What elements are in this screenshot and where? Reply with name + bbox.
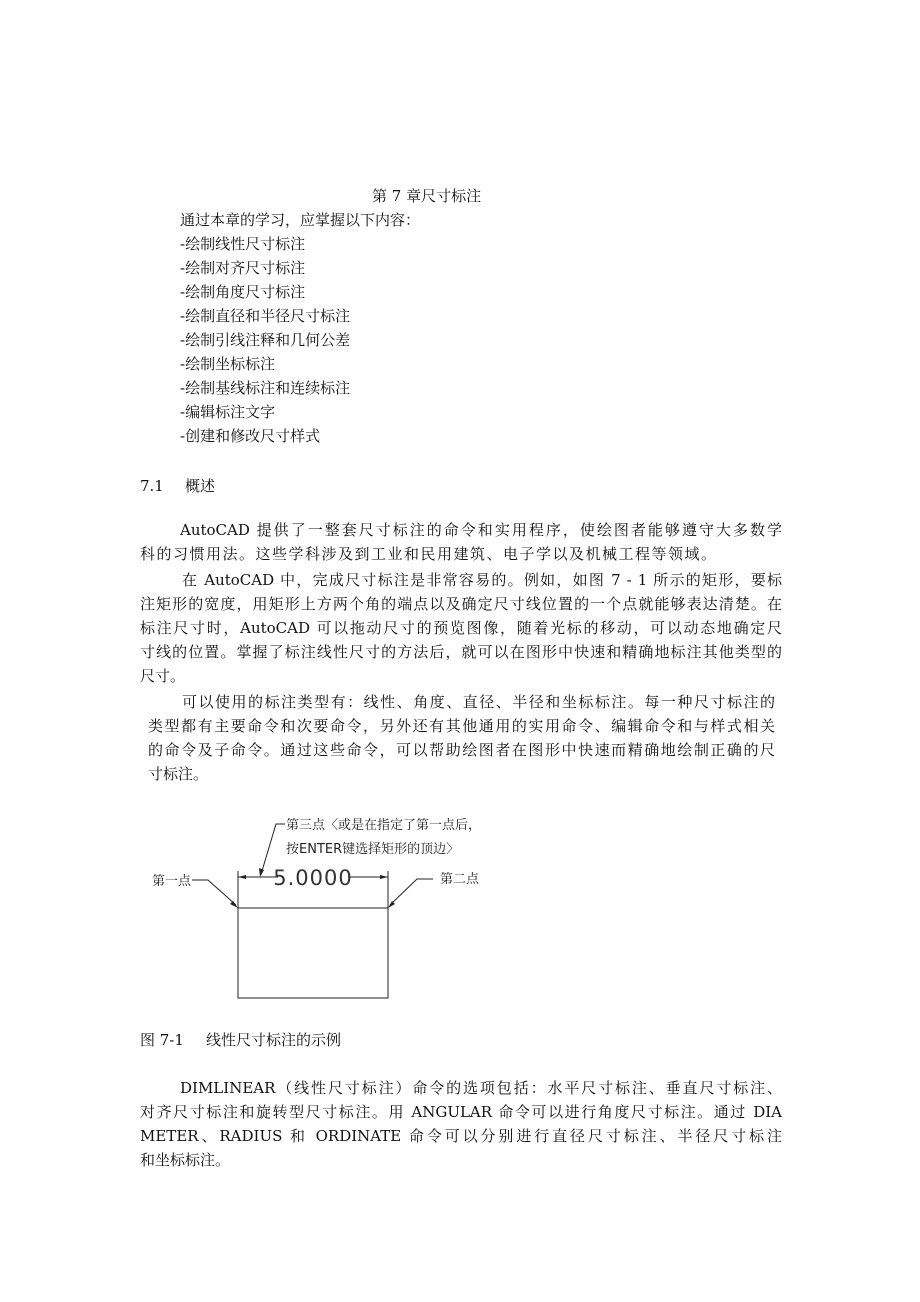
objective-item: -编辑标注文字 [180, 403, 276, 421]
leader-first-point [192, 880, 236, 905]
paragraph-line: 注矩形的宽度，用矩形上方两个角的端点以及确定尺寸线位置的一个点就能够表达清楚。在 [140, 595, 782, 613]
objective-item: -绘制引线注释和几何公差 [180, 331, 351, 349]
section-number: 7.1 [140, 477, 164, 495]
label-first-point: 第一点 [152, 874, 192, 889]
paragraph-line: AutoCAD 提供了一整套尺寸标注的命令和实用程序，使绘图者能够遵守大多数学 [180, 521, 782, 539]
objective-item: -创建和修改尺寸样式 [180, 427, 321, 445]
paragraph-line: 在 AutoCAD 中，完成尺寸标注是非常容易的。例如，如图 7 - 1 所示的矩形，要标 [182, 571, 782, 589]
objective-item: -绘制对齐尺寸标注 [180, 259, 306, 277]
arrow-right-icon [380, 875, 388, 879]
figure-linear-dimension [130, 805, 490, 1005]
objective-item: -绘制坐标标注 [180, 355, 276, 373]
leader-second-point [390, 879, 433, 905]
arrow-left-icon [238, 875, 246, 879]
paragraph-line: 寸标注。 [148, 765, 209, 783]
paragraph-line: 对齐尺寸标注和旋转型尺寸标注。用 ANGULAR 命令可以进行角度尺寸标注。通过 DIA [140, 1103, 782, 1121]
objective-item: -绘制线性尺寸标注 [180, 235, 306, 253]
paragraph-line: 尺寸。 [140, 667, 186, 685]
arrow-first-icon [230, 901, 238, 908]
section-title: 概述 [185, 477, 216, 495]
callout-third-leader [262, 824, 285, 871]
paragraph-line: METER、RADIUS 和 ORDINATE 命令可以分别进行直径尺寸标注、半径尺寸标注 [140, 1127, 782, 1145]
callout-third-line2: 按ENTER键选择矩形的顶边〉 [286, 842, 460, 857]
paragraph-line: 类型都有主要命令和次要命令，另外还有其他通用的实用命令、编辑命令和与样式相关 [148, 717, 775, 735]
objective-item: -绘制直径和半径尺寸标注 [180, 307, 351, 325]
label-second-point: 第二点 [440, 872, 480, 887]
arrow-second-icon [388, 901, 395, 908]
paragraph-line: 寸线的位置。掌握了标注线性尺寸的方法后，就可以在图形中快速和精确地标注其他类型的 [140, 643, 782, 661]
paragraph-line: 和坐标标注。 [140, 1151, 231, 1169]
paragraph-line: 科的习惯用法。这些学科涉及到工业和民用建筑、电子学以及机械工程等领域。 [140, 545, 716, 563]
figure-caption-text: 线性尺寸标注的示例 [206, 1031, 342, 1049]
objective-item: -绘制基线标注和连续标注 [180, 379, 351, 397]
paragraph-line: 的命令及子命令。通过这些命令，可以帮助绘图者在图形中快速而精确地绘制正确的尺 [148, 741, 775, 759]
paragraph-line: DIMLINEAR（线性尺寸标注）命令的选项包括：水平尺寸标注、垂直尺寸标注、 [180, 1079, 782, 1097]
intro-text: 通过本章的学习，应掌握以下内容： [180, 211, 421, 229]
paragraph-line: 标注尺寸时，AutoCAD 可以拖动尺寸的预览图像，随着光标的移动，可以动态地确定尺 [140, 619, 782, 637]
chapter-title: 第 7 章尺寸标注 [372, 187, 482, 205]
figure-caption-number: 图 7-1 [140, 1031, 184, 1049]
objective-item: -绘制角度尺寸标注 [180, 283, 306, 301]
arrow-third-icon [259, 868, 264, 877]
callout-third-line1: 第三点〈或是在指定了第一点后， [286, 818, 482, 833]
paragraph-line: 可以使用的标注类型有：线性、角度、直径、半径和坐标标注。每一种尺寸标注的 [182, 693, 775, 711]
dimension-value: 5.0000 [273, 866, 353, 890]
rectangle [238, 908, 388, 998]
